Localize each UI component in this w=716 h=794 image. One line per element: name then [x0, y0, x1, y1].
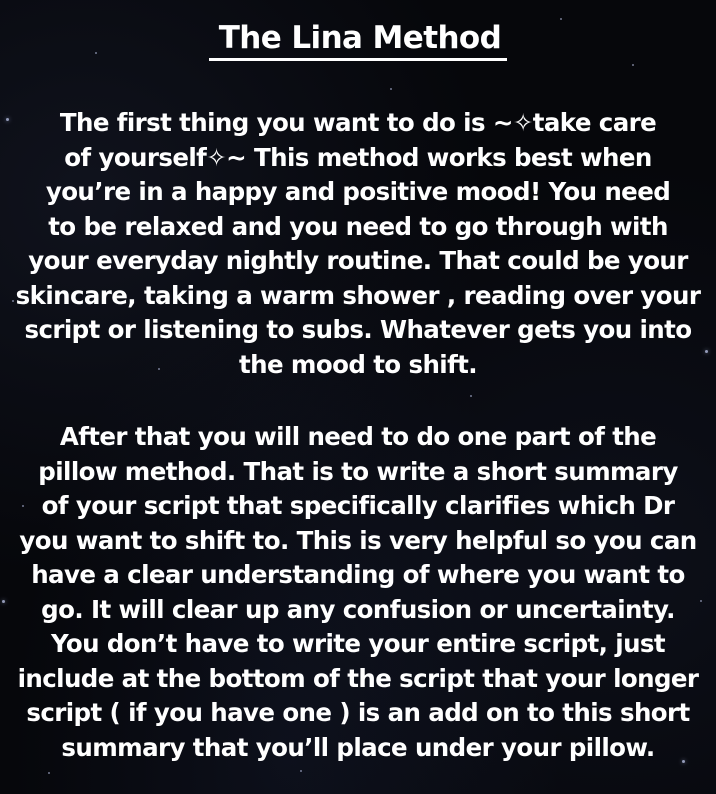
paragraph-line: The first thing you want to do is ~✧take care — [59, 108, 657, 137]
paragraph-line: have a clear understanding of where you want to — [31, 560, 685, 589]
paragraph-line: script ( if you have one ) is an add on to this short — [26, 698, 690, 727]
paragraph-1 — [0, 106, 716, 382]
page-title-text: The Lina Method — [209, 18, 507, 61]
paragraph-line: you want to shift to. This is very helpful so you can — [19, 525, 697, 555]
paragraph-line: pillow method. That is to write a short summary — [38, 456, 678, 486]
paragraph-line: summary that you’ll place under your pillow. — [61, 732, 655, 762]
paragraph-line: the mood to shift. — [239, 349, 477, 379]
paragraph-line: go. It will clear up any confusion or uncertainty. — [41, 594, 675, 624]
paragraph-2 — [0, 420, 716, 765]
paragraph-line: your everyday nightly routine. That could be your — [28, 246, 688, 275]
paragraph-line: of yourself✧~ This method works best when — [64, 142, 652, 172]
paragraph-line: skincare, taking a warm shower , reading over your — [15, 280, 701, 310]
paragraph-line: include at the bottom of the script that your longer — [17, 663, 699, 693]
paragraph-line: of your script that specifically clarifies which Dr — [41, 491, 675, 520]
paragraph-line: After that you will need to do one part of the — [59, 422, 657, 451]
paragraph-line: you’re in a happy and positive mood! You need — [45, 177, 671, 206]
page-title — [0, 16, 716, 61]
paragraph-line: You don’t have to write your entire script, just — [50, 629, 666, 658]
paragraph-line: script or listening to subs. Whatever gets you into — [24, 315, 692, 344]
paragraph-line: to be relaxed and you need to go through with — [48, 211, 668, 241]
